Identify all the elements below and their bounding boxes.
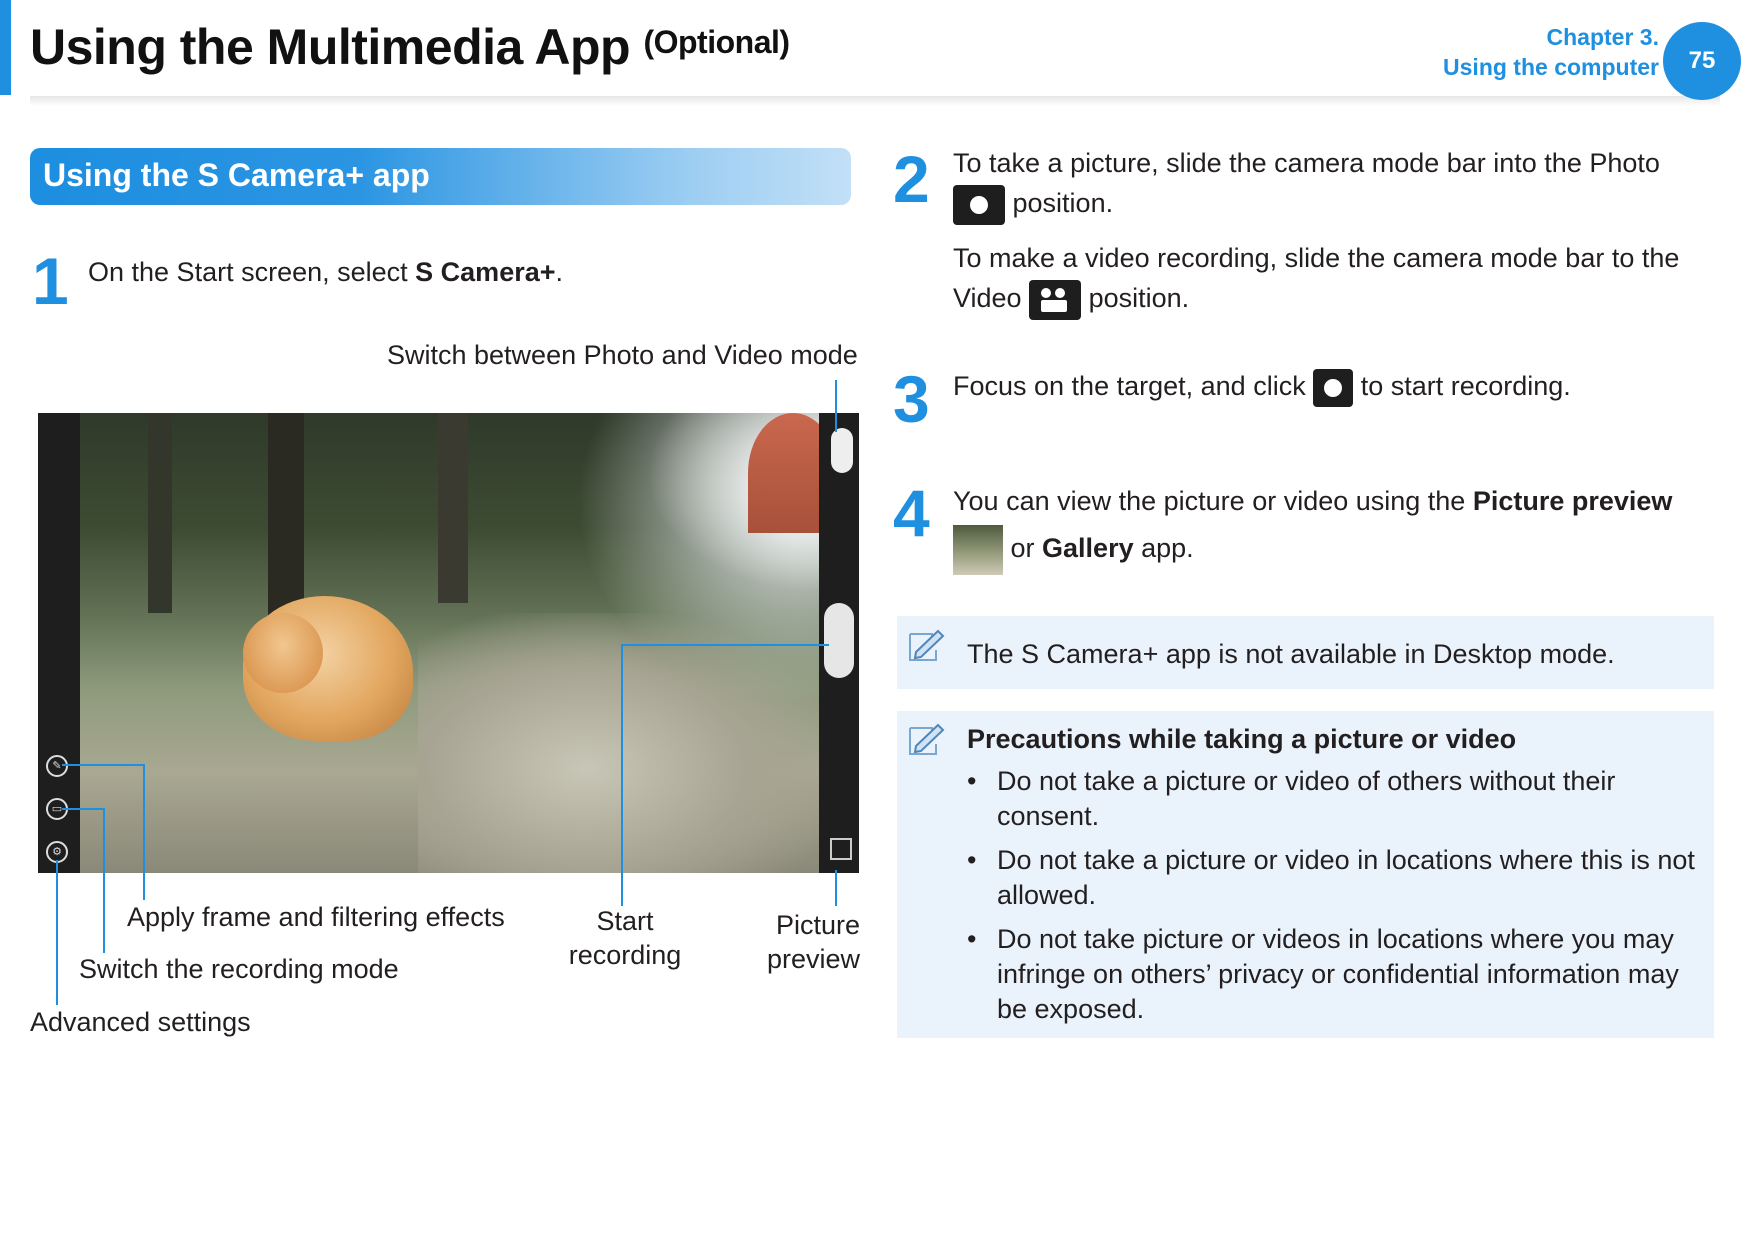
step-4-text — [953, 481, 1723, 575]
tree-trunk — [438, 413, 468, 603]
step-2-text-photo — [953, 143, 1713, 225]
step-3-number: 3 — [893, 362, 930, 436]
dirt-path — [418, 613, 838, 873]
bullet-marker: • — [967, 766, 977, 796]
header-accent-bar — [0, 0, 11, 95]
callout-advanced-settings: Advanced settings — [30, 1007, 251, 1037]
step-1-number: 1 — [32, 244, 69, 318]
step-3-text-end: to start recording. — [1360, 371, 1571, 401]
shutter-button[interactable] — [824, 603, 854, 678]
step-4-text-start: You can view the picture or video using the — [953, 486, 1473, 516]
step-4-line1 — [953, 481, 1723, 521]
step-2-video-position: position. — [1088, 283, 1190, 313]
leader-line-recording-mode — [62, 808, 104, 810]
leader-line-recording-mode — [103, 808, 105, 953]
step-2-text-video — [953, 238, 1713, 320]
step-2-video-line2 — [953, 278, 1713, 320]
page-title — [30, 18, 790, 76]
step-2-text-line2 — [953, 183, 1713, 225]
precautions-title: Precautions while taking a picture or video — [967, 724, 1517, 754]
step-1-text-end: . — [555, 257, 564, 287]
note-pencil-icon — [906, 628, 946, 664]
dog-head — [243, 613, 323, 693]
step-4-line2 — [953, 525, 1723, 575]
section-title: Using the S Camera+ app — [43, 157, 430, 193]
tree-trunk — [148, 413, 172, 613]
precaution-item: Do not take a picture or video of others without their consent. — [997, 766, 1616, 831]
callout-start-recording — [560, 904, 690, 972]
header-divider — [30, 96, 1720, 106]
step-1-app-name: S Camera+ — [415, 257, 556, 287]
bullet-marker: • — [967, 845, 977, 875]
shutter-icon — [1313, 369, 1353, 407]
step-3-text — [953, 366, 1571, 407]
callout-start-recording-line2: recording — [568, 940, 682, 970]
chapter-number: Chapter 3. — [1546, 24, 1659, 50]
step-1-text-start: On the Start screen, select — [88, 257, 416, 287]
callout-picture-preview-line1: Picture — [775, 910, 860, 940]
callout-picture-preview — [740, 908, 860, 976]
callout-apply-frame-effects: Apply frame and filtering effects — [127, 902, 505, 932]
picture-preview-thumbnail[interactable] — [830, 838, 852, 860]
step-4-text-end: app. — [1133, 533, 1194, 564]
callout-switch-recording-mode: Switch the recording mode — [79, 954, 399, 984]
picture-preview-app-icon — [953, 525, 1003, 575]
leader-line-start-recording — [621, 644, 829, 646]
step-2-video-label: Video — [953, 283, 1022, 313]
callout-start-recording-line1: Start — [596, 906, 654, 936]
callout-switch-photo-video: Switch between Photo and Video mode — [387, 340, 858, 370]
step-2-number: 2 — [893, 142, 930, 216]
leader-line-advanced-settings — [56, 860, 58, 1005]
note-text: The S Camera+ app is not available in Desktop mode. — [967, 639, 1615, 669]
photo-mode-icon — [953, 185, 1005, 225]
page-title-suffix: (Optional) — [643, 24, 790, 60]
step-3-text-start: Focus on the target, and click — [953, 371, 1306, 401]
step-2-photo-position: position. — [1012, 188, 1114, 218]
settings-gear-icon[interactable]: ⚙ — [46, 841, 68, 863]
page-title-main: Using the Multimedia App — [30, 19, 631, 75]
step-2-video-line1: To make a video recording, slide the camera mode bar to the — [953, 243, 1680, 273]
leader-line-effects — [143, 764, 145, 900]
precaution-item: Do not take a picture or video in locations where this is not allowed. — [997, 845, 1695, 910]
leader-line-switch-mode — [835, 380, 837, 432]
page-number-badge: 75 — [1663, 22, 1741, 100]
leader-line-effects — [62, 764, 144, 766]
bullet-marker: • — [967, 924, 977, 954]
precaution-item: Do not take picture or videos in locations where you may infringe on others’ privacy or confidential information may be exposed. — [997, 924, 1679, 1024]
chapter-subtitle: Using the computer — [1443, 54, 1659, 80]
video-mode-icon — [1029, 280, 1081, 320]
callout-picture-preview-line2: preview — [766, 944, 860, 974]
step-4-text-or: or — [1010, 533, 1043, 564]
step-4-gallery: Gallery — [1042, 533, 1134, 564]
step-1-text — [88, 252, 563, 292]
effects-icon[interactable]: ✎ — [46, 755, 68, 777]
precautions-pencil-icon — [906, 722, 946, 758]
recording-mode-icon[interactable]: ▭ — [46, 798, 68, 820]
leader-line-picture-preview — [835, 870, 837, 906]
step-2-text-line1: To take a picture, slide the camera mode bar into the Photo — [953, 148, 1660, 178]
step-4-picture-preview: Picture preview — [1472, 486, 1673, 516]
photo-video-mode-toggle[interactable] — [831, 428, 853, 473]
step-4-number: 4 — [893, 476, 930, 550]
leader-line-start-recording — [621, 644, 623, 906]
chapter-label — [1443, 22, 1659, 82]
camera-app-screenshot — [38, 413, 859, 873]
